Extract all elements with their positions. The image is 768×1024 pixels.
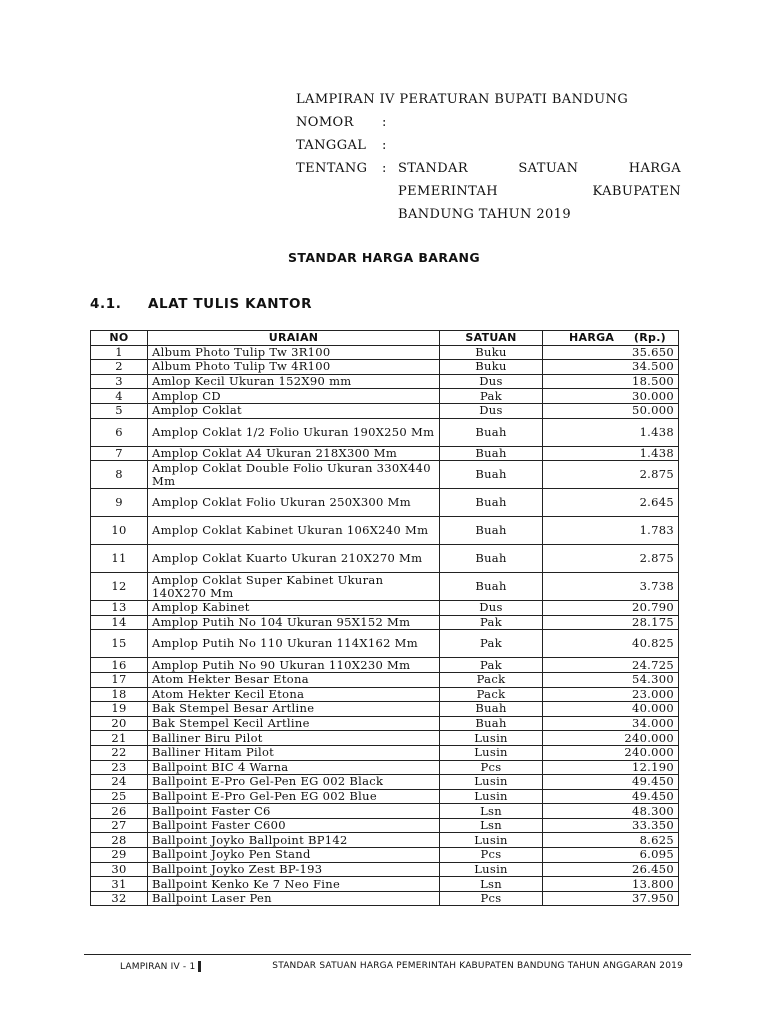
row-uraian: Amplop Coklat A4 Ukuran 218X300 Mm — [148, 446, 440, 461]
table-row — [91, 716, 679, 731]
row-harga: 34.500 — [543, 360, 679, 375]
row-satuan: Buah — [440, 461, 543, 489]
table-row — [91, 877, 679, 892]
row-no: 2 — [91, 360, 148, 375]
col-no-header: NO — [91, 331, 148, 346]
row-uraian: Amplop Putih No 110 Ukuran 114X162 Mm — [148, 630, 440, 658]
row-no: 21 — [91, 731, 148, 746]
row-uraian: Amplop Kabinet — [148, 601, 440, 616]
document-header — [296, 88, 681, 226]
row-satuan: Pcs — [440, 760, 543, 775]
row-harga: 24.725 — [543, 658, 679, 673]
row-uraian: Amplop Coklat Double Folio Ukuran 330X440 Mm — [148, 461, 440, 489]
row-uraian: Bak Stempel Kecil Artline — [148, 716, 440, 731]
row-satuan: Pak — [440, 615, 543, 630]
row-satuan: Pak — [440, 389, 543, 404]
table-row — [91, 489, 679, 517]
tentang-word: PEMERINTAH — [398, 184, 499, 199]
row-satuan: Buah — [440, 418, 543, 446]
table-row — [91, 775, 679, 790]
table-row — [91, 345, 679, 360]
table-row — [91, 374, 679, 389]
row-satuan: Buku — [440, 360, 543, 375]
table-row — [91, 545, 679, 573]
header-tentang-row2 — [296, 180, 681, 203]
row-uraian: Amplop Coklat Kuarto Ukuran 210X270 Mm — [148, 545, 440, 573]
table-row — [91, 731, 679, 746]
row-uraian: Album Photo Tulip Tw 3R100 — [148, 345, 440, 360]
table-row — [91, 833, 679, 848]
row-satuan: Dus — [440, 601, 543, 616]
row-harga: 12.190 — [543, 760, 679, 775]
row-no: 19 — [91, 702, 148, 717]
row-satuan: Buah — [440, 517, 543, 545]
row-no: 32 — [91, 891, 148, 906]
row-harga: 30.000 — [543, 389, 679, 404]
row-uraian: Ballpoint Kenko Ke 7 Neo Fine — [148, 877, 440, 892]
row-satuan: Lsn — [440, 877, 543, 892]
row-satuan: Pack — [440, 687, 543, 702]
row-no: 26 — [91, 804, 148, 819]
row-satuan: Pak — [440, 658, 543, 673]
row-harga: 35.650 — [543, 345, 679, 360]
row-harga: 26.450 — [543, 862, 679, 877]
tentang-line3: BANDUNG TAHUN 2019 — [398, 207, 572, 222]
row-no: 20 — [91, 716, 148, 731]
row-no: 7 — [91, 446, 148, 461]
row-harga: 1.783 — [543, 517, 679, 545]
table-row — [91, 573, 679, 601]
row-harga: 13.800 — [543, 877, 679, 892]
row-satuan: Dus — [440, 403, 543, 418]
table-row — [91, 804, 679, 819]
row-harga: 240.000 — [543, 731, 679, 746]
section-name: ALAT TULIS KANTOR — [148, 296, 313, 312]
row-satuan: Lusin — [440, 789, 543, 804]
row-satuan: Buah — [440, 446, 543, 461]
table-row — [91, 672, 679, 687]
row-satuan: Pcs — [440, 848, 543, 863]
row-no: 13 — [91, 601, 148, 616]
row-uraian: Ballpoint Laser Pen — [148, 891, 440, 906]
row-satuan: Pack — [440, 672, 543, 687]
tentang-word: KABUPATEN — [592, 184, 681, 199]
row-no: 25 — [91, 789, 148, 804]
row-harga: 1.438 — [543, 418, 679, 446]
row-harga: 18.500 — [543, 374, 679, 389]
tentang-word: HARGA — [628, 161, 681, 176]
row-no: 31 — [91, 877, 148, 892]
row-uraian: Amlop Kecil Ukuran 152X90 mm — [148, 374, 440, 389]
row-no: 22 — [91, 745, 148, 760]
footer-left — [120, 961, 201, 972]
row-uraian: Amplop Coklat Folio Ukuran 250X300 Mm — [148, 489, 440, 517]
row-satuan: Buah — [440, 716, 543, 731]
harga-label: HARGA — [569, 331, 615, 345]
table-row — [91, 630, 679, 658]
row-satuan: Lusin — [440, 731, 543, 746]
row-uraian: Ballpoint Faster C6 — [148, 804, 440, 819]
price-table — [90, 330, 679, 906]
tentang-line2 — [398, 180, 681, 203]
row-harga: 28.175 — [543, 615, 679, 630]
row-no: 15 — [91, 630, 148, 658]
row-harga: 49.450 — [543, 789, 679, 804]
row-satuan: Lusin — [440, 862, 543, 877]
table-row — [91, 760, 679, 775]
row-harga: 23.000 — [543, 687, 679, 702]
row-harga: 8.625 — [543, 833, 679, 848]
table-body — [91, 345, 679, 906]
row-harga: 1.438 — [543, 446, 679, 461]
row-no: 14 — [91, 615, 148, 630]
col-harga-header — [543, 331, 679, 346]
section-heading — [90, 296, 312, 312]
row-harga: 54.300 — [543, 672, 679, 687]
row-harga: 6.095 — [543, 848, 679, 863]
row-no: 17 — [91, 672, 148, 687]
table-row — [91, 687, 679, 702]
row-uraian: Ballpoint Joyko Pen Stand — [148, 848, 440, 863]
nomor-label: NOMOR — [296, 115, 354, 130]
tanggal-label: TANGGAL — [296, 138, 367, 153]
row-uraian: Amplop Coklat 1/2 Folio Ukuran 190X250 Mm — [148, 418, 440, 446]
row-no: 5 — [91, 403, 148, 418]
table-row — [91, 702, 679, 717]
header-nomor-row — [296, 111, 681, 134]
row-uraian: Amplop Coklat Kabinet Ukuran 106X240 Mm — [148, 517, 440, 545]
page-title: STANDAR HARGA BARANG — [288, 250, 480, 265]
row-satuan: Lsn — [440, 804, 543, 819]
footer-right-text: STANDAR SATUAN HARGA PEMERINTAH KABUPATEN BANDUNG TAHUN ANGGARAN 2019 — [272, 961, 683, 971]
row-uraian: Amplop Putih No 104 Ukuran 95X152 Mm — [148, 615, 440, 630]
row-no: 1 — [91, 345, 148, 360]
row-uraian: Ballpoint E-Pro Gel-Pen EG 002 Blue — [148, 789, 440, 804]
tentang-word: STANDAR — [398, 161, 469, 176]
tentang-word: SATUAN — [518, 161, 579, 176]
table-row — [91, 517, 679, 545]
tanggal-colon: : — [382, 138, 387, 153]
row-no: 27 — [91, 818, 148, 833]
row-harga: 48.300 — [543, 804, 679, 819]
row-harga: 37.950 — [543, 891, 679, 906]
row-harga: 49.450 — [543, 775, 679, 790]
row-no: 16 — [91, 658, 148, 673]
tentang-label: TENTANG — [296, 161, 368, 176]
row-satuan: Lusin — [440, 775, 543, 790]
table-header-row — [91, 331, 679, 346]
table-row — [91, 389, 679, 404]
row-uraian: Amplop Coklat — [148, 403, 440, 418]
nomor-colon: : — [382, 115, 387, 130]
row-no: 11 — [91, 545, 148, 573]
section-number: 4.1. — [90, 296, 122, 312]
header-tanggal-row — [296, 134, 681, 157]
table-row — [91, 461, 679, 489]
row-satuan: Buah — [440, 489, 543, 517]
row-harga: 40.825 — [543, 630, 679, 658]
row-satuan: Lsn — [440, 818, 543, 833]
row-harga: 3.738 — [543, 573, 679, 601]
table-row — [91, 891, 679, 906]
table-row — [91, 862, 679, 877]
tentang-colon: : — [382, 161, 387, 176]
row-uraian: Amplop Coklat Super Kabinet Ukuran 140X270 Mm — [148, 573, 440, 601]
header-tentang-row3 — [296, 203, 681, 226]
row-satuan: Pcs — [440, 891, 543, 906]
row-uraian: Bak Stempel Besar Artline — [148, 702, 440, 717]
row-harga: 2.645 — [543, 489, 679, 517]
row-uraian: Amplop CD — [148, 389, 440, 404]
col-uraian-header: URAIAN — [148, 331, 440, 346]
row-uraian: Album Photo Tulip Tw 4R100 — [148, 360, 440, 375]
row-satuan: Buah — [440, 573, 543, 601]
table-row — [91, 818, 679, 833]
row-no: 10 — [91, 517, 148, 545]
row-uraian: Atom Hekter Besar Etona — [148, 672, 440, 687]
row-no: 30 — [91, 862, 148, 877]
header-title: LAMPIRAN IV PERATURAN BUPATI BANDUNG — [296, 92, 629, 107]
row-uraian: Ballpoint BIC 4 Warna — [148, 760, 440, 775]
row-no: 6 — [91, 418, 148, 446]
row-harga: 40.000 — [543, 702, 679, 717]
row-uraian: Ballpoint Joyko Zest BP-193 — [148, 862, 440, 877]
row-satuan: Buah — [440, 702, 543, 717]
row-uraian: Atom Hekter Kecil Etona — [148, 687, 440, 702]
row-no: 12 — [91, 573, 148, 601]
row-harga: 33.350 — [543, 818, 679, 833]
row-uraian: Balliner Biru Pilot — [148, 731, 440, 746]
row-no: 18 — [91, 687, 148, 702]
header-tentang-row — [296, 157, 681, 180]
row-harga: 2.875 — [543, 545, 679, 573]
row-uraian: Ballpoint Faster C600 — [148, 818, 440, 833]
row-harga: 20.790 — [543, 601, 679, 616]
header-line1 — [296, 88, 681, 111]
row-satuan: Buku — [440, 345, 543, 360]
row-no: 29 — [91, 848, 148, 863]
row-uraian: Ballpoint E-Pro Gel-Pen EG 002 Black — [148, 775, 440, 790]
row-no: 9 — [91, 489, 148, 517]
table-row — [91, 360, 679, 375]
page-footer — [84, 954, 691, 972]
row-no: 3 — [91, 374, 148, 389]
rp-label: (Rp.) — [633, 331, 666, 345]
row-harga: 2.875 — [543, 461, 679, 489]
tentang-line1 — [398, 157, 681, 180]
row-no: 24 — [91, 775, 148, 790]
table-row — [91, 745, 679, 760]
table-row — [91, 601, 679, 616]
row-satuan: Buah — [440, 545, 543, 573]
table-row — [91, 658, 679, 673]
table-row — [91, 403, 679, 418]
row-uraian: Balliner Hitam Pilot — [148, 745, 440, 760]
table-row — [91, 418, 679, 446]
row-satuan: Lusin — [440, 745, 543, 760]
row-satuan: Lusin — [440, 833, 543, 848]
row-uraian: Ballpoint Joyko Ballpoint BP142 — [148, 833, 440, 848]
table-row — [91, 615, 679, 630]
row-harga: 50.000 — [543, 403, 679, 418]
row-no: 23 — [91, 760, 148, 775]
row-harga: 240.000 — [543, 745, 679, 760]
table-row — [91, 789, 679, 804]
row-uraian: Amplop Putih No 90 Ukuran 110X230 Mm — [148, 658, 440, 673]
footer-page-label: LAMPIRAN IV - 1 — [120, 961, 196, 972]
row-no: 28 — [91, 833, 148, 848]
table-row — [91, 848, 679, 863]
footer-divider-bar — [198, 961, 201, 972]
col-satuan-header: SATUAN — [440, 331, 543, 346]
row-no: 8 — [91, 461, 148, 489]
row-no: 4 — [91, 389, 148, 404]
row-satuan: Dus — [440, 374, 543, 389]
row-harga: 34.000 — [543, 716, 679, 731]
table-row — [91, 446, 679, 461]
row-satuan: Pak — [440, 630, 543, 658]
